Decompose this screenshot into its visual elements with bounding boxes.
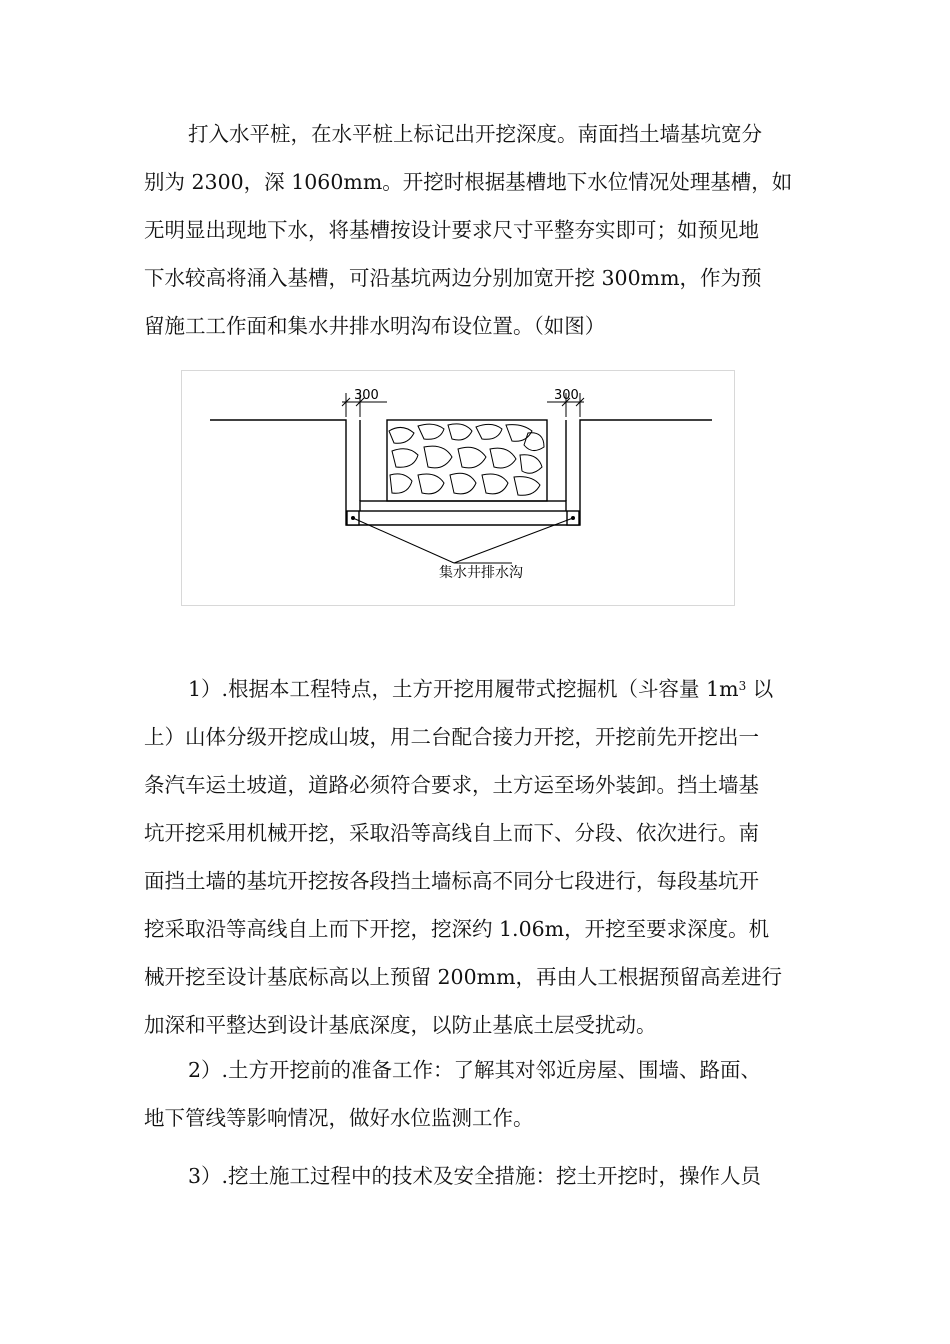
- text-fragment: 以: [746, 677, 774, 701]
- paragraph-excavation-marking: [144, 110, 809, 350]
- paragraph-excavation-method: [144, 662, 809, 1049]
- drainage-label: 集水井排水沟: [439, 565, 523, 581]
- text-line: 留施工工作面和集水井排水明沟布设位置。（如图）: [144, 314, 606, 338]
- paragraph-preparation: [144, 1046, 809, 1142]
- text-line: 械开挖至设计基底标高以上预留 200mm，再由人工根据预留高差进行: [144, 965, 783, 989]
- paragraph-safety: [144, 1152, 809, 1200]
- pit-outline: [210, 420, 712, 525]
- text-line: 打入水平桩，在水平桩上标记出开挖深度。南面挡土墙基坑宽分: [188, 122, 762, 146]
- base-slab: [360, 501, 566, 511]
- text-line: 2）.土方开挖前的准备工作：了解其对邻近房屋、围墙、路面、: [188, 1058, 762, 1082]
- text-line: 面挡土墙的基坑开挖按各段挡土墙标高不同分七段进行，每段基坑开: [144, 869, 759, 893]
- text-line: 上）山体分级开挖成山坡，用二台配合接力开挖，开挖前先开挖出一: [144, 725, 759, 749]
- text-line: 坑开挖采用机械开挖，采取沿等高线自上而下、分段、依次进行。南: [144, 821, 759, 845]
- dimension-label-right: 300: [554, 388, 579, 403]
- text-line: 无明显出现地下水，将基槽按设计要求尺寸平整夯实即可；如预见地: [144, 218, 759, 242]
- text-line: [144, 662, 809, 713]
- text-line: 加深和平整达到设计基底深度，以防止基底土层受扰动。: [144, 1013, 657, 1037]
- superscript: 3: [738, 679, 747, 693]
- retaining-wall-body: [387, 420, 547, 501]
- text-line: 条汽车运土坡道，道路必须符合要求，土方运至场外装卸。挡土墙基: [144, 773, 759, 797]
- foundation-pit-diagram: [181, 370, 735, 606]
- text-line: 地下管线等影响情况，做好水位监测工作。: [144, 1106, 534, 1130]
- text-fragment: 1）.根据本工程特点，土方开挖用履带式挖掘机（斗容量 1m: [188, 677, 739, 701]
- text-line: 下水较高将涌入基槽，可沿基坑两边分别加宽开挖 300mm，作为预: [144, 266, 762, 290]
- dimension-label-left: 300: [354, 388, 379, 403]
- text-line: 挖采取沿等高线自上而下开挖，挖深约 1.06m，开挖至要求深度。机: [144, 917, 770, 941]
- text-line: 3）.挖土施工过程中的技术及安全措施：挖土开挖时，操作人员: [188, 1164, 762, 1188]
- pit-cross-section-drawing: [182, 371, 736, 607]
- text-line: 别为 2300，深 1060mm。开挖时根据基槽地下水位情况处理基槽，如: [144, 170, 793, 194]
